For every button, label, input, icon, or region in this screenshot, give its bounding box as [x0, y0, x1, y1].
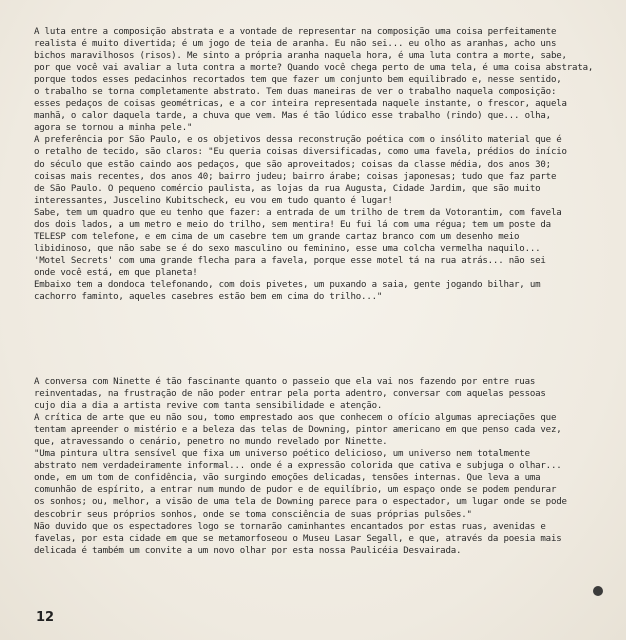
text-line: realista é muito divertida; é um jogo de teia de aranha. Eu não sei... eu olho as aranhas, acho uns	[34, 39, 557, 50]
text-line: porque todos esses pedacinhos recortados tem que fazer um conjunto bem equilibrado e, nesse sentido,	[34, 75, 562, 86]
text-line: A crítica de arte que eu não sou, tomo emprestado aos que conhecem o ofício algumas apreciações que	[34, 413, 557, 424]
text-line: cujo dia a dia a artista revive com tanta sensibilidade e atenção.	[34, 401, 383, 412]
text-line: 'Motel Secrets' com uma grande flecha para a favela, porque esse motel tá na rua atrás... não sei	[34, 255, 546, 266]
text-line: interessantes, Juscelino Kubitscheck, eu vou em tudo quanto é lugar!	[34, 195, 393, 206]
text-line: favelas, por esta cidade em que se metamorfoseou o Museu Lasar Segall, e que, através da poesia mais	[34, 533, 562, 544]
text-line: do século que estão caindo aos pedaços, que são aproveitados; coisas da classe média, dos anos 30;	[34, 159, 551, 170]
text-line: Sabe, tem um quadro que eu tenho que fazer: a entrada de um trilho de trem da Votorantim, com favela	[34, 207, 562, 218]
text-line: comunhão de espírito, a entrar num mundo de pudor e de equilíbrio, um espaço onde se podem pendurar	[34, 485, 557, 496]
text-line: onde você está, em que planeta!	[34, 267, 198, 278]
end-bullet-icon	[593, 586, 603, 596]
text-line: bichos maravilhosos (risos). Me sinto a própria aranha naquela hora, é uma luta contra a morte, sabe,	[34, 51, 567, 62]
text-line: A luta entre a composição abstrata e a vontade de representar na composição uma coisa perfeitamente	[34, 27, 557, 37]
text-line: reinventadas, na frustração de não poder entrar pela porta adentro, conversar com aquelas pessoas	[34, 389, 546, 400]
text-line: coisas mais recentes, dos anos 40; bairro judeu; bairro árabe; coisas japonesas; tudo que faz parte	[34, 171, 557, 182]
text-line: o trabalho se torna completamente abstrato. Tem duas maneiras de ver o trabalho naquela composição:	[34, 87, 557, 98]
text-line: de São Paulo. O pequeno comércio paulista, as lojas da rua Augusta, Cidade Jardim, que são muito	[34, 183, 541, 194]
text-line: onde, em um tom de confidência, vão surgindo emoções delicadas, tensões internas. Que leva a uma	[34, 473, 541, 484]
text-line: Não duvido que os espectadores logo se tornarão caminhantes encantados por estas ruas, avenidas e	[34, 521, 546, 532]
text-block-interview	[34, 26, 606, 303]
text-line: manhã, o calor daquela tarde, a chuva que vem. Mas é tão lúdico esse trabalho (rindo) que... olha,	[34, 111, 551, 122]
text-line: A preferência por São Paulo, e os objetivos dessa reconstrução poética com o insólito material que é	[34, 135, 562, 146]
page-number: 12	[36, 610, 55, 625]
text-line: que, atravessando o cenário, penetro no mundo revelado por Ninette.	[34, 437, 388, 448]
text-line: o retalho de tecido, são claros: "Eu queria coisas diversificadas, como uma favela, prédios do início	[34, 147, 567, 158]
text-line: abstrato nem verdadeiramente informal... onde é a expressão colorida que cativa e subjuga o olhar...	[34, 461, 562, 472]
text-line: Embaixo tem a dondoca telefonando, com dois pivetes, um puxando a saia, gente jogando bilhar, um	[34, 279, 541, 290]
text-line: por que você vai avaliar a luta contra a morte? Quando você chega perto de uma tela, é uma coisa abstrata,	[34, 63, 594, 74]
text-line: delicada é também um convite a um novo olhar por esta nossa Paulicéia Desvairada.	[34, 545, 462, 556]
text-block-commentary	[34, 376, 606, 557]
text-line: A conversa com Ninette é tão fascinante quanto o passeio que ela vai nos fazendo por entre ruas	[34, 377, 536, 387]
text-line: cachorro faminto, aqueles casebres estão bem em cima do trilho..."	[34, 292, 383, 303]
text-line: "Uma pintura ultra sensível que fixa um universo poético delicioso, um universo nem totalmente	[34, 449, 530, 460]
text-line: descobrir seus próprios sonhos, onde se toma consciência de suas próprias pulsões."	[34, 509, 472, 520]
text-line: esses pedaços de coisas geométricas, e a cor inteira representada naquele instante, o frescor, aquela	[34, 99, 567, 110]
text-line: dos dois lados, a um metro e meio do trilho, sem mentira! Eu fui lá com uma régua; tem um poste da	[34, 219, 551, 230]
text-line: TELESP com telefone, e em cima de um casebre tem um grande cartaz branco com um desenho meio	[34, 231, 520, 242]
text-line: agora se tornou a minha pele."	[34, 123, 193, 134]
text-line: tentam apreender o mistério e a beleza das telas de Downing, pintor americano em que penso cada vez,	[34, 425, 562, 436]
text-line: os sonhos; ou, melhor, a visão de uma tela de Downing parece para o espectador, um lugar onde se pode	[34, 497, 567, 508]
text-line: libidinoso, que não sabe se é do sexo masculino ou feminino, esse uma colcha vermelha naquilo...	[34, 243, 541, 254]
